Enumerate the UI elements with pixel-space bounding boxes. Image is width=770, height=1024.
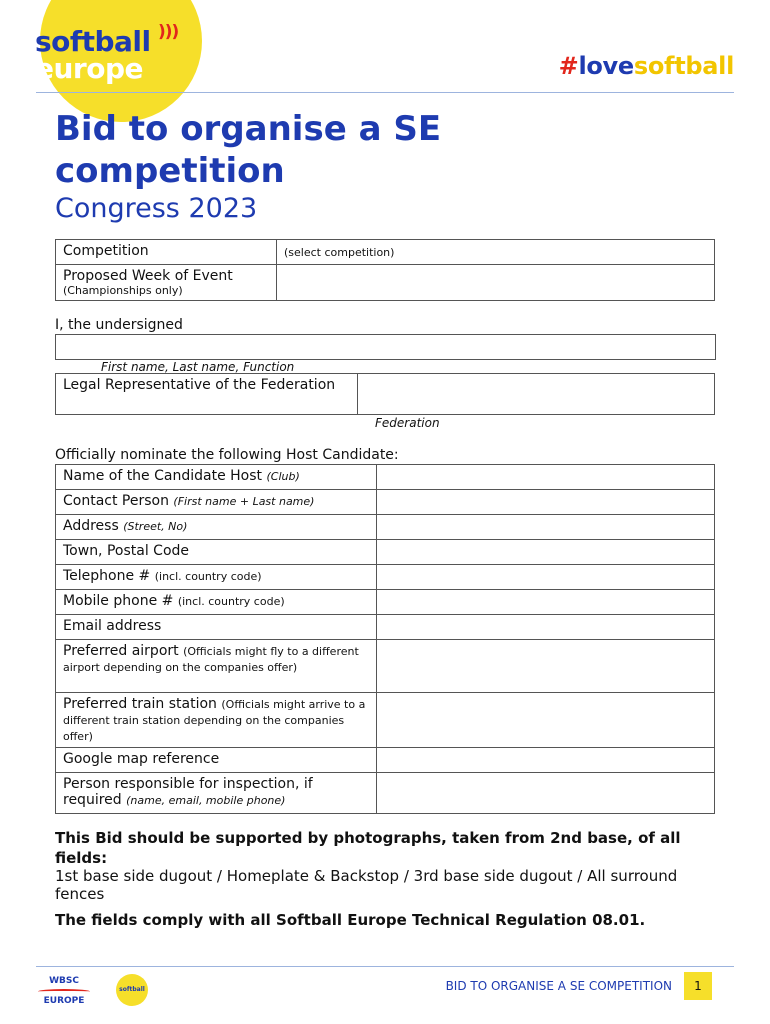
host-row-label: Email address bbox=[63, 618, 162, 634]
wbsc-logo-bottom: EUROPE bbox=[43, 996, 85, 1006]
host-row-input[interactable] bbox=[377, 490, 715, 515]
host-row-label-cell bbox=[56, 590, 377, 615]
legal-rep-row bbox=[56, 374, 715, 415]
wbsc-logo-top: WBSC bbox=[49, 976, 79, 986]
photos-list: 1st base side dugout / Homeplate & Backstop / 3rd base side dugout / All surround fences bbox=[55, 867, 678, 903]
wbsc-swoosh-icon bbox=[38, 989, 90, 994]
federation-input[interactable] bbox=[358, 374, 715, 415]
host-row-label: Telephone # bbox=[63, 568, 151, 584]
logo-waves-icon: ))) bbox=[158, 22, 179, 42]
host-row-label: Address bbox=[63, 518, 119, 534]
undersigned-caption: First name, Last name, Function bbox=[101, 360, 295, 374]
header-divider bbox=[36, 92, 734, 93]
hashtag-hash: # bbox=[558, 52, 579, 80]
week-row bbox=[56, 265, 715, 301]
host-row-label-cell bbox=[56, 515, 377, 540]
host-row-label: Preferred train station bbox=[63, 696, 217, 712]
host-row-input[interactable] bbox=[377, 540, 715, 565]
host-row bbox=[56, 748, 715, 773]
page-subtitle: Congress 2023 bbox=[55, 193, 258, 224]
host-row-label: Preferred airport bbox=[63, 643, 179, 659]
host-row bbox=[56, 773, 715, 814]
hashtag-lovesoftball bbox=[559, 52, 734, 80]
host-row bbox=[56, 515, 715, 540]
host-row-input[interactable] bbox=[377, 465, 715, 490]
competition-row bbox=[56, 240, 715, 265]
host-row-note: (Street, No) bbox=[123, 520, 188, 533]
host-row-label: Town, Postal Code bbox=[63, 543, 190, 559]
host-row-label: Name of the Candidate Host bbox=[63, 468, 263, 484]
host-row-label-cell bbox=[56, 748, 377, 773]
host-row-note: (Officials might arrive to a different train station depending on the companies offer) bbox=[63, 698, 366, 743]
competition-select[interactable]: (select competition) bbox=[277, 240, 715, 265]
host-row-note: (incl. country code) bbox=[154, 570, 262, 583]
week-note: (Championships only) bbox=[63, 284, 183, 297]
host-row-input[interactable] bbox=[377, 748, 715, 773]
host-intro: Officially nominate the following Host Candidate: bbox=[55, 447, 399, 463]
host-row-label: Person responsible for inspection, if required bbox=[63, 776, 313, 808]
host-row-label-cell bbox=[56, 490, 377, 515]
host-row-input[interactable] bbox=[377, 515, 715, 540]
host-row-note: (name, email, mobile phone) bbox=[126, 794, 286, 807]
competition-label: Competition bbox=[56, 240, 277, 265]
host-row-input[interactable] bbox=[377, 773, 715, 814]
legal-rep-table bbox=[55, 373, 715, 415]
host-row bbox=[56, 615, 715, 640]
host-row bbox=[56, 693, 715, 748]
host-row-label-cell bbox=[56, 565, 377, 590]
undersigned-input[interactable] bbox=[55, 334, 716, 360]
logo-word-softball: softball bbox=[35, 25, 151, 58]
week-input[interactable] bbox=[277, 265, 715, 301]
host-candidate-table bbox=[55, 464, 715, 814]
host-row-label: Mobile phone # bbox=[63, 593, 174, 609]
week-label-cell bbox=[56, 265, 277, 301]
host-row-label-cell bbox=[56, 465, 377, 490]
host-row-label-cell bbox=[56, 773, 377, 814]
softball-europe-mini-logo: softball bbox=[116, 974, 148, 1006]
host-row-input[interactable] bbox=[377, 565, 715, 590]
footer-doc-title: BID TO ORGANISE A SE COMPETITION bbox=[445, 979, 672, 993]
host-row-input[interactable] bbox=[377, 693, 715, 748]
host-row bbox=[56, 465, 715, 490]
hashtag-love: love bbox=[578, 52, 634, 80]
host-row-label-cell bbox=[56, 640, 377, 693]
wbsc-europe-logo bbox=[38, 976, 90, 1007]
host-row bbox=[56, 490, 715, 515]
host-row-note: (Officials might fly to a different airport depending on the companies offer) bbox=[63, 645, 359, 674]
host-row bbox=[56, 540, 715, 565]
regulation-statement: The fields comply with all Softball Europe Technical Regulation 08.01. bbox=[55, 911, 646, 929]
host-row-label-cell bbox=[56, 615, 377, 640]
host-row bbox=[56, 590, 715, 615]
undersigned-label: I, the undersigned bbox=[55, 317, 183, 333]
federation-caption: Federation bbox=[375, 416, 440, 430]
host-row-label-cell bbox=[56, 693, 377, 748]
competition-table bbox=[55, 239, 715, 301]
host-row-note: (Club) bbox=[266, 470, 300, 483]
footer-divider bbox=[36, 966, 734, 967]
host-row-note: (First name + Last name) bbox=[173, 495, 315, 508]
photos-requirement: This Bid should be supported by photographs, taken from 2nd base, of all fields: bbox=[55, 829, 681, 867]
host-row-input[interactable] bbox=[377, 590, 715, 615]
host-row-input[interactable] bbox=[377, 615, 715, 640]
host-row-label-cell bbox=[56, 540, 377, 565]
host-row-label: Contact Person bbox=[63, 493, 169, 509]
page-number: 1 bbox=[684, 972, 712, 1000]
page-title: Bid to organise a SE competition bbox=[55, 109, 442, 191]
week-label: Proposed Week of Event bbox=[63, 268, 233, 284]
host-row-label: Google map reference bbox=[63, 751, 220, 767]
host-row bbox=[56, 640, 715, 693]
hashtag-softball: softball bbox=[633, 52, 734, 80]
logo-word-europe: europe bbox=[35, 52, 144, 85]
softball-europe-logo bbox=[35, 25, 151, 85]
host-row-input[interactable] bbox=[377, 640, 715, 693]
host-row-note: (incl. country code) bbox=[177, 595, 285, 608]
host-row bbox=[56, 565, 715, 590]
legal-rep-label: Legal Representative of the Federation bbox=[56, 374, 358, 415]
